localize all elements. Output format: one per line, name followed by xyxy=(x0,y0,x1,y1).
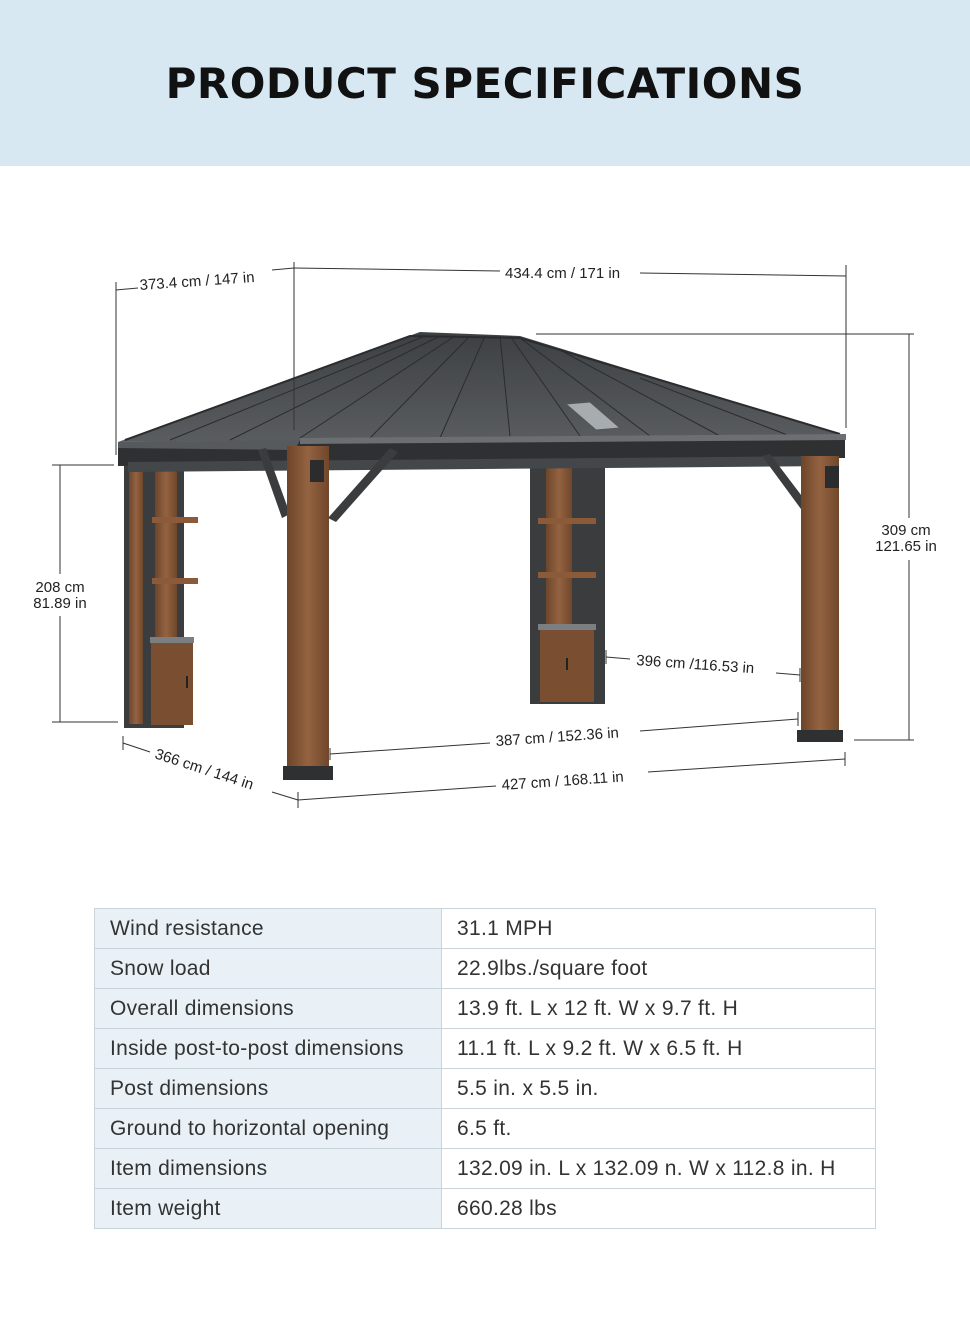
dim-inner-depth: 396 cm /116.53 in xyxy=(635,652,755,678)
back-middle-post xyxy=(530,462,605,704)
page-title: PRODUCT SPECIFICATIONS xyxy=(165,58,805,108)
gazebo-illustration xyxy=(118,332,846,780)
back-left-post xyxy=(124,462,198,728)
table-row xyxy=(95,1069,876,1109)
spec-label: Item weight xyxy=(95,1189,442,1229)
dim-inner-width: 387 cm / 152.36 in xyxy=(495,724,620,750)
spec-label: Ground to horizontal opening xyxy=(95,1109,442,1149)
spec-value: 13.9 ft. L x 12 ft. W x 9.7 ft. H xyxy=(442,989,876,1029)
gazebo-diagram xyxy=(0,166,970,866)
table-row xyxy=(95,909,876,949)
spec-label: Snow load xyxy=(95,949,442,989)
table-row xyxy=(95,949,876,989)
spec-label: Wind resistance xyxy=(95,909,442,949)
dim-top-width: 434.4 cm / 171 in xyxy=(505,265,621,282)
header-banner xyxy=(0,0,970,166)
spec-label: Post dimensions xyxy=(95,1069,442,1109)
dim-base-depth: 366 cm / 144 in xyxy=(152,745,256,794)
spec-value: 31.1 MPH xyxy=(442,909,876,949)
dim-total-height-cm: 309 cm xyxy=(881,522,931,539)
spec-label: Inside post-to-post dimensions xyxy=(95,1029,442,1069)
spec-value: 11.1 ft. L x 9.2 ft. W x 6.5 ft. H xyxy=(442,1029,876,1069)
dim-opening-height-in: 81.89 in xyxy=(33,595,87,612)
roof xyxy=(118,332,846,450)
dim-base-width: 427 cm / 168.11 in xyxy=(501,768,625,794)
table-row xyxy=(95,989,876,1029)
table-row xyxy=(95,1189,876,1229)
front-right-post xyxy=(797,456,843,742)
dim-opening-height-cm: 208 cm xyxy=(35,579,85,596)
spec-value: 660.28 lbs xyxy=(442,1189,876,1229)
specifications-table xyxy=(94,908,876,1229)
dim-top-depth: 373.4 cm / 147 in xyxy=(139,269,256,294)
spec-value: 6.5 ft. xyxy=(442,1109,876,1149)
spec-value: 132.09 in. L x 132.09 n. W x 112.8 in. H xyxy=(442,1149,876,1189)
spec-label: Item dimensions xyxy=(95,1149,442,1189)
table-row xyxy=(95,1149,876,1189)
table-row xyxy=(95,1109,876,1149)
spec-value: 5.5 in. x 5.5 in. xyxy=(442,1069,876,1109)
spec-value: 22.9lbs./square foot xyxy=(442,949,876,989)
table-row xyxy=(95,1029,876,1069)
dim-total-height-in: 121.65 in xyxy=(875,538,937,555)
front-left-post xyxy=(283,446,333,780)
spec-label: Overall dimensions xyxy=(95,989,442,1029)
